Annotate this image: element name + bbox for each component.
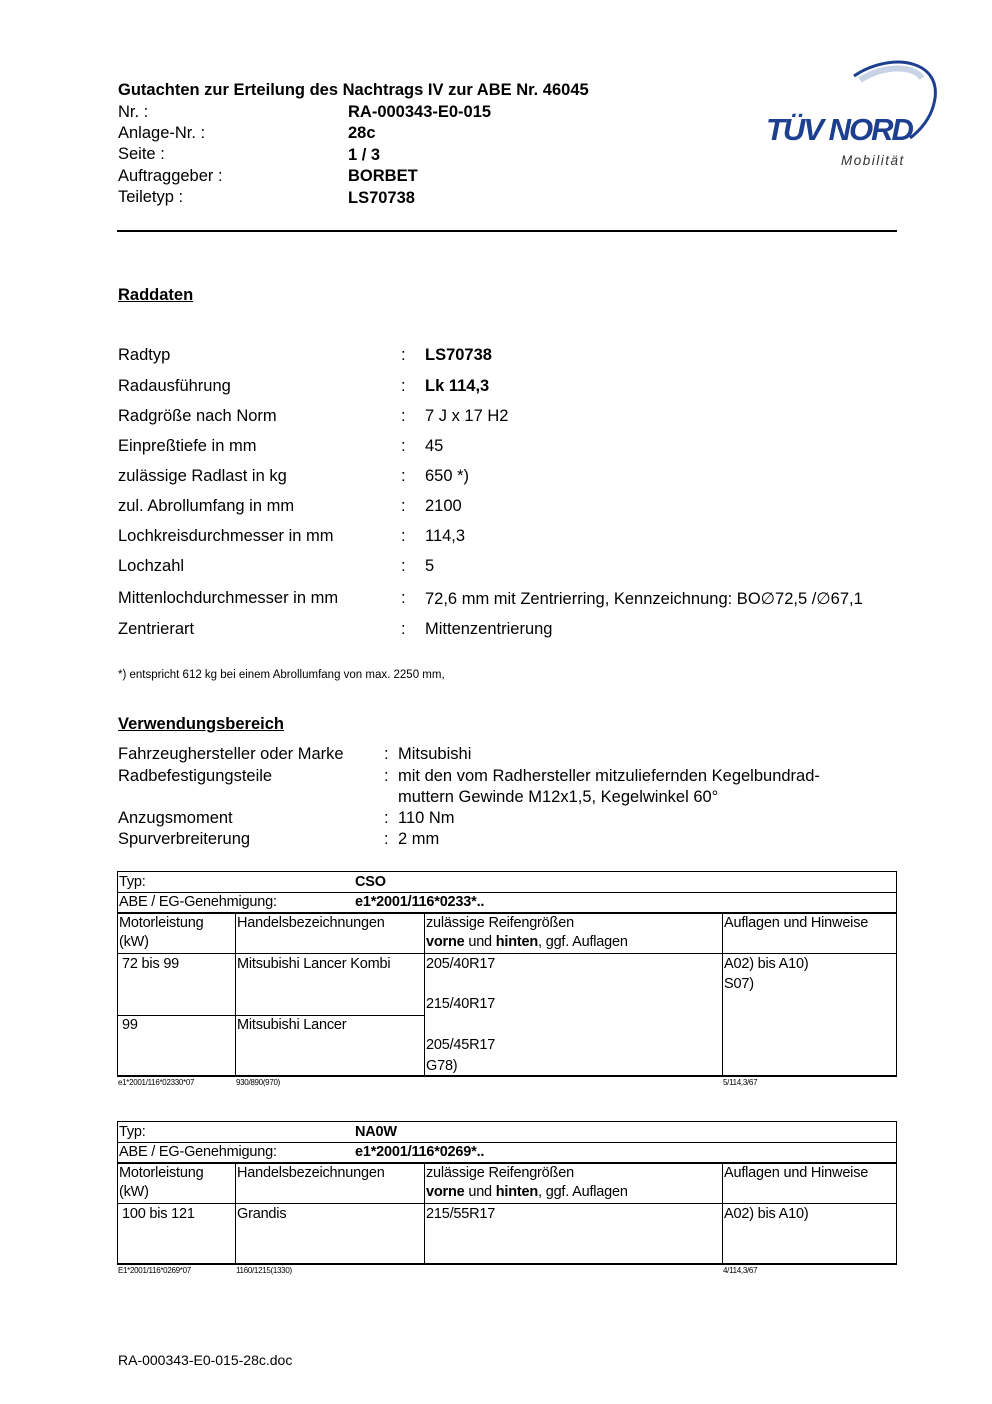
col-header-hinweise: Auflagen und Hinweise bbox=[724, 1165, 869, 1181]
table1-code-left: e1*2001/116*02330*07 bbox=[118, 1078, 195, 1087]
tyre-size: 205/45R17 bbox=[426, 1037, 496, 1053]
col-header-handel: Handelsbezeichnungen bbox=[237, 1165, 385, 1181]
raddaten-value: 7 J x 17 H2 bbox=[425, 407, 509, 425]
col-header-handel: Handelsbezeichnungen bbox=[237, 915, 385, 931]
raddaten-label: Mittenlochdurchmesser in mm bbox=[118, 589, 339, 607]
tyre-size: 215/40R17 bbox=[426, 996, 496, 1012]
raddaten-colon: : bbox=[401, 557, 406, 575]
row-name: Mitsubishi Lancer bbox=[237, 1017, 347, 1033]
table-typ-label: Typ: bbox=[119, 874, 146, 890]
verwendung-value: 110 Nm bbox=[398, 809, 455, 827]
note: S07) bbox=[724, 976, 754, 992]
table-abe-label: ABE / EG-Genehmigung: bbox=[119, 1144, 277, 1160]
col-header-motor-unit: (kW) bbox=[119, 934, 149, 950]
col-header-motor: Motorleistung bbox=[119, 915, 204, 931]
table-typ-label: Typ: bbox=[119, 1124, 146, 1140]
raddaten-colon: : bbox=[401, 589, 406, 607]
header-label-seite: Seite : bbox=[118, 145, 165, 163]
raddaten-label: Radtyp bbox=[118, 346, 171, 364]
verwendung-value: mit den vom Radhersteller mitzuliefernden Kegelbundrad- bbox=[398, 767, 820, 785]
raddaten-value: 2100 bbox=[425, 497, 462, 515]
row-kw: 100 bis 121 bbox=[122, 1206, 195, 1222]
raddaten-label: zul. Abrollumfang in mm bbox=[118, 497, 295, 515]
document-title: Gutachten zur Erteilung des Nachtrags IV zur ABE Nr. 46045 bbox=[118, 81, 589, 99]
verwendung-value: 2 mm bbox=[398, 830, 440, 848]
table-abe-value: e1*2001/116*0269*.. bbox=[355, 1144, 485, 1160]
header-label-auftraggeber: Auftraggeber : bbox=[118, 167, 223, 185]
raddaten-colon: : bbox=[401, 377, 406, 395]
header-value-seite: 1 / 3 bbox=[348, 146, 381, 164]
table2-code-mid: 1160/1215(1330) bbox=[236, 1266, 292, 1275]
raddaten-colon: : bbox=[401, 467, 406, 485]
col-header-motor-unit: (kW) bbox=[119, 1184, 149, 1200]
raddaten-value: 114,3 bbox=[425, 527, 466, 545]
raddaten-colon: : bbox=[401, 346, 406, 364]
verwendung-label: Fahrzeughersteller oder Marke bbox=[118, 745, 344, 763]
vehicle-table-na0w bbox=[117, 1121, 897, 1265]
row-name: Mitsubishi Lancer Kombi bbox=[237, 956, 391, 972]
raddaten-label: Lochzahl bbox=[118, 557, 185, 575]
verwendung-label: Spurverbreiterung bbox=[118, 830, 251, 848]
verwendung-label: Anzugsmoment bbox=[118, 809, 233, 827]
verwendung-label: Radbefestigungsteile bbox=[118, 767, 273, 785]
table-abe-value: e1*2001/116*0233*.. bbox=[355, 894, 485, 910]
note: A02) bis A10) bbox=[724, 956, 809, 972]
table-abe-label: ABE / EG-Genehmigung: bbox=[119, 894, 277, 910]
header-label-anlage: Anlage-Nr. : bbox=[118, 124, 206, 142]
table1-code-right: 5/114,3/67 bbox=[723, 1078, 758, 1087]
raddaten-label: Radausführung bbox=[118, 377, 231, 395]
table-typ-value: NA0W bbox=[355, 1124, 397, 1140]
row-kw: 72 bis 99 bbox=[122, 956, 180, 972]
raddaten-value: Lk 114,3 bbox=[425, 377, 490, 395]
header-divider bbox=[117, 230, 897, 232]
verwendung-colon: : bbox=[384, 745, 389, 763]
tyre-note: G78) bbox=[426, 1058, 458, 1074]
header-label-nr: Nr. : bbox=[118, 103, 149, 121]
note: A02) bis A10) bbox=[724, 1206, 809, 1222]
raddaten-label: Zentrierart bbox=[118, 620, 195, 638]
header-value-teiletyp: LS70738 bbox=[348, 189, 415, 207]
col-header-reifen-sub: vorne und hinten, ggf. Auflagen bbox=[426, 1184, 628, 1200]
raddaten-label: zulässige Radlast in kg bbox=[118, 467, 287, 485]
raddaten-value: 45 bbox=[425, 437, 444, 455]
col-header-motor: Motorleistung bbox=[119, 1165, 204, 1181]
verwendung-colon: : bbox=[384, 767, 389, 785]
raddaten-colon: : bbox=[401, 407, 406, 425]
table2-code-left: E1*2001/116*0269*07 bbox=[118, 1266, 191, 1275]
raddaten-colon: : bbox=[401, 527, 406, 545]
raddaten-value: 5 bbox=[425, 557, 435, 575]
header-value-nr: RA-000343-E0-015 bbox=[348, 103, 492, 121]
verwendung-colon: : bbox=[384, 830, 389, 848]
verwendung-value: Mitsubishi bbox=[398, 745, 472, 763]
col-header-hinweise: Auflagen und Hinweise bbox=[724, 915, 869, 931]
raddaten-colon: : bbox=[401, 497, 406, 515]
raddaten-label: Einpreßtiefe in mm bbox=[118, 437, 257, 455]
col-header-reifen: zulässige Reifengrößen bbox=[426, 1165, 574, 1181]
table-typ-value: CSO bbox=[355, 874, 386, 890]
verwendung-heading: Verwendungsbereich bbox=[118, 715, 284, 733]
table1-code-mid: 930/890(970) bbox=[236, 1078, 280, 1087]
raddaten-colon: : bbox=[401, 437, 406, 455]
col-header-reifen-sub: vorne und hinten, ggf. Auflagen bbox=[426, 934, 628, 950]
footer-filename: RA-000343-E0-015-28c.doc bbox=[118, 1352, 293, 1368]
tyre-size: 205/40R17 bbox=[426, 956, 496, 972]
raddaten-label: Lochkreisdurchmesser in mm bbox=[118, 527, 334, 545]
verwendung-colon: : bbox=[384, 809, 389, 827]
tyre-size: 215/55R17 bbox=[426, 1206, 496, 1222]
row-name: Grandis bbox=[237, 1206, 287, 1222]
raddaten-value: 650 *) bbox=[425, 467, 470, 485]
table2-code-right: 4/114,3/67 bbox=[723, 1266, 758, 1275]
verwendung-value-cont: muttern Gewinde M12x1,5, Kegelwinkel 60° bbox=[398, 788, 719, 806]
raddaten-footnote: *) entspricht 612 kg bei einem Abrollumfang von max. 2250 mm, bbox=[118, 669, 445, 681]
raddaten-label: Radgröße nach Norm bbox=[118, 407, 277, 425]
col-header-reifen: zulässige Reifengrößen bbox=[426, 915, 574, 931]
raddaten-colon: : bbox=[401, 620, 406, 638]
raddaten-value: LS70738 bbox=[425, 346, 492, 364]
tuv-nord-logo bbox=[762, 58, 942, 178]
logo-sub: Mobilität bbox=[841, 153, 905, 168]
header-label-teiletyp: Teiletyp : bbox=[118, 188, 184, 206]
row-kw: 99 bbox=[122, 1017, 138, 1033]
raddaten-heading: Raddaten bbox=[118, 286, 194, 304]
header-value-anlage: 28c bbox=[348, 124, 376, 142]
vehicle-table-cso bbox=[117, 871, 897, 1077]
logo-brand: TÜV NORD bbox=[766, 112, 912, 147]
header-value-auftraggeber: BORBET bbox=[348, 167, 418, 185]
raddaten-value: Mittenzentrierung bbox=[425, 620, 553, 638]
raddaten-value: 72,6 mm mit Zentrierring, Kennzeichnung: BO∅72,5 /∅67,1 bbox=[425, 590, 863, 608]
